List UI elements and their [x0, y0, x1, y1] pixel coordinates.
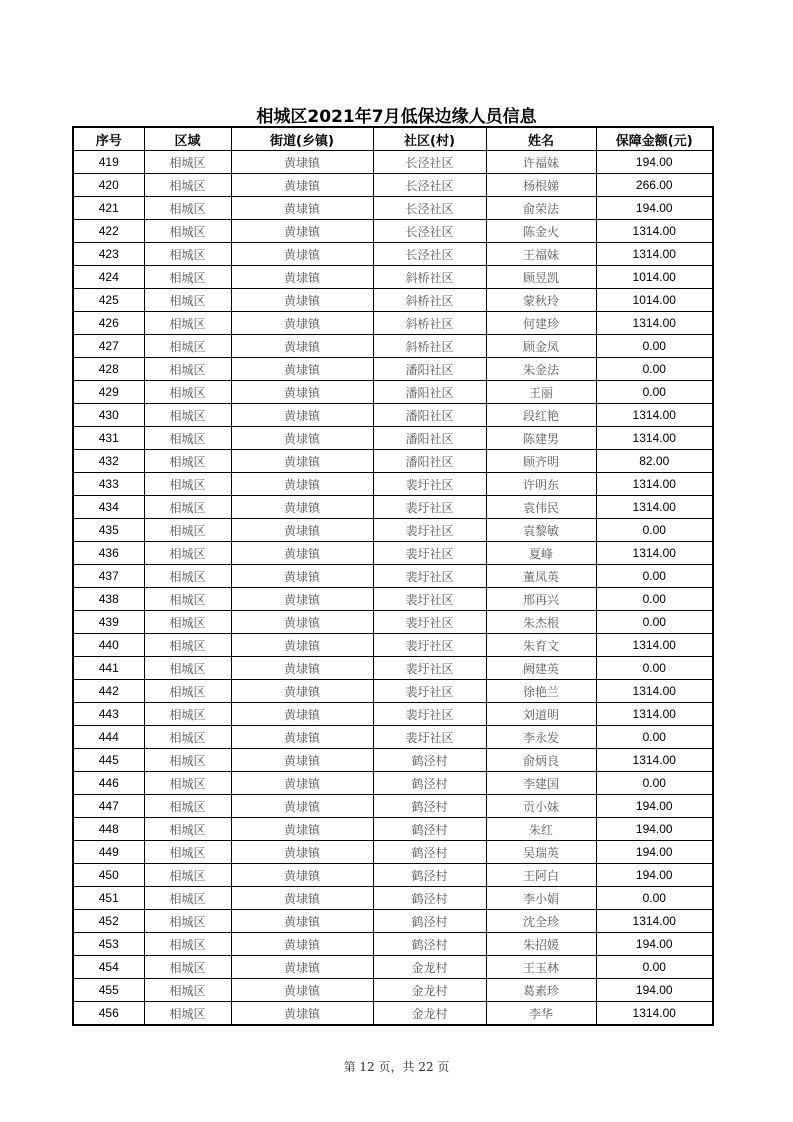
table-row	[73, 473, 713, 496]
cell-street: 黄埭镇	[231, 427, 373, 450]
table-row	[73, 381, 713, 404]
cell-street: 黄埭镇	[231, 772, 373, 795]
cell-street: 黄埭镇	[231, 335, 373, 358]
cell-district: 相城区	[144, 289, 231, 312]
cell-amount: 1314.00	[596, 634, 713, 657]
cell-street: 黄埭镇	[231, 174, 373, 197]
cell-amount: 0.00	[596, 726, 713, 749]
cell-amount: 1314.00	[596, 910, 713, 933]
cell-community: 长泾社区	[373, 151, 486, 174]
cell-street: 黄埭镇	[231, 358, 373, 381]
table-row	[73, 772, 713, 795]
cell-street: 黄埭镇	[231, 220, 373, 243]
cell-index: 446	[73, 772, 144, 795]
cell-street: 黄埭镇	[231, 818, 373, 841]
cell-index: 444	[73, 726, 144, 749]
cell-name: 朱育文	[486, 634, 596, 657]
cell-community: 鹤泾村	[373, 749, 486, 772]
cell-name: 王丽	[486, 381, 596, 404]
cell-community: 斜桥社区	[373, 335, 486, 358]
cell-index: 431	[73, 427, 144, 450]
cell-community: 鹤泾村	[373, 887, 486, 910]
cell-amount: 0.00	[596, 565, 713, 588]
cell-index: 450	[73, 864, 144, 887]
table-row	[73, 565, 713, 588]
cell-district: 相城区	[144, 519, 231, 542]
cell-community: 鹤泾村	[373, 772, 486, 795]
cell-index: 428	[73, 358, 144, 381]
cell-community: 鹤泾村	[373, 864, 486, 887]
cell-community: 裴圩社区	[373, 473, 486, 496]
cell-district: 相城区	[144, 956, 231, 979]
cell-street: 黄埭镇	[231, 381, 373, 404]
cell-district: 相城区	[144, 473, 231, 496]
cell-index: 452	[73, 910, 144, 933]
cell-district: 相城区	[144, 611, 231, 634]
cell-name: 邢再兴	[486, 588, 596, 611]
cell-name: 李小娟	[486, 887, 596, 910]
cell-amount: 1014.00	[596, 266, 713, 289]
cell-district: 相城区	[144, 151, 231, 174]
cell-index: 426	[73, 312, 144, 335]
cell-community: 潘阳社区	[373, 404, 486, 427]
table-row	[73, 749, 713, 772]
cell-amount: 1314.00	[596, 496, 713, 519]
table-row	[73, 519, 713, 542]
cell-index: 456	[73, 1002, 144, 1026]
cell-community: 裴圩社区	[373, 657, 486, 680]
cell-amount: 1314.00	[596, 680, 713, 703]
cell-amount: 1314.00	[596, 427, 713, 450]
cell-community: 鹤泾村	[373, 910, 486, 933]
cell-name: 阙建英	[486, 657, 596, 680]
cell-amount: 266.00	[596, 174, 713, 197]
cell-district: 相城区	[144, 542, 231, 565]
cell-district: 相城区	[144, 818, 231, 841]
cell-name: 袁黎敏	[486, 519, 596, 542]
cell-district: 相城区	[144, 220, 231, 243]
cell-index: 420	[73, 174, 144, 197]
cell-community: 斜桥社区	[373, 312, 486, 335]
cell-street: 黄埭镇	[231, 841, 373, 864]
table-row	[73, 542, 713, 565]
cell-street: 黄埭镇	[231, 450, 373, 473]
cell-amount: 0.00	[596, 887, 713, 910]
cell-amount: 194.00	[596, 841, 713, 864]
cell-amount: 194.00	[596, 197, 713, 220]
cell-amount: 1314.00	[596, 220, 713, 243]
cell-community: 裴圩社区	[373, 680, 486, 703]
cell-district: 相城区	[144, 358, 231, 381]
cell-community: 鹤泾村	[373, 933, 486, 956]
cell-amount: 194.00	[596, 795, 713, 818]
cell-street: 黄埭镇	[231, 243, 373, 266]
cell-community: 裴圩社区	[373, 611, 486, 634]
cell-index: 419	[73, 151, 144, 174]
column-header-name: 姓名	[486, 127, 596, 151]
cell-street: 黄埭镇	[231, 910, 373, 933]
cell-name: 王玉林	[486, 956, 596, 979]
cell-index: 448	[73, 818, 144, 841]
cell-community: 金龙村	[373, 1002, 486, 1026]
cell-index: 427	[73, 335, 144, 358]
cell-amount: 194.00	[596, 818, 713, 841]
cell-street: 黄埭镇	[231, 795, 373, 818]
cell-street: 黄埭镇	[231, 565, 373, 588]
cell-amount: 82.00	[596, 450, 713, 473]
table-header-row	[73, 127, 713, 151]
cell-district: 相城区	[144, 864, 231, 887]
table-row	[73, 657, 713, 680]
cell-district: 相城区	[144, 634, 231, 657]
cell-index: 441	[73, 657, 144, 680]
cell-street: 黄埭镇	[231, 1002, 373, 1026]
cell-community: 裴圩社区	[373, 588, 486, 611]
cell-amount: 0.00	[596, 358, 713, 381]
table-row	[73, 312, 713, 335]
cell-community: 裴圩社区	[373, 703, 486, 726]
cell-community: 潘阳社区	[373, 427, 486, 450]
table-row	[73, 864, 713, 887]
table-row	[73, 910, 713, 933]
cell-district: 相城区	[144, 381, 231, 404]
cell-community: 潘阳社区	[373, 450, 486, 473]
cell-index: 432	[73, 450, 144, 473]
cell-index: 422	[73, 220, 144, 243]
cell-street: 黄埭镇	[231, 887, 373, 910]
table-row	[73, 818, 713, 841]
cell-street: 黄埭镇	[231, 266, 373, 289]
cell-name: 俞炳良	[486, 749, 596, 772]
table-row	[73, 197, 713, 220]
cell-index: 430	[73, 404, 144, 427]
table-row	[73, 588, 713, 611]
table-row	[73, 289, 713, 312]
cell-index: 445	[73, 749, 144, 772]
cell-community: 金龙村	[373, 956, 486, 979]
table-row	[73, 726, 713, 749]
cell-street: 黄埭镇	[231, 473, 373, 496]
cell-index: 438	[73, 588, 144, 611]
cell-community: 潘阳社区	[373, 381, 486, 404]
column-header-community: 社区(村)	[373, 127, 486, 151]
cell-name: 王福妹	[486, 243, 596, 266]
cell-name: 陈金火	[486, 220, 596, 243]
cell-index: 455	[73, 979, 144, 1002]
cell-name: 朱金法	[486, 358, 596, 381]
cell-index: 449	[73, 841, 144, 864]
table-row	[73, 795, 713, 818]
cell-index: 453	[73, 933, 144, 956]
cell-name: 陈建男	[486, 427, 596, 450]
cell-index: 429	[73, 381, 144, 404]
cell-community: 裴圩社区	[373, 542, 486, 565]
cell-district: 相城区	[144, 404, 231, 427]
cell-street: 黄埭镇	[231, 979, 373, 1002]
cell-index: 423	[73, 243, 144, 266]
cell-community: 金龙村	[373, 979, 486, 1002]
cell-district: 相城区	[144, 243, 231, 266]
cell-district: 相城区	[144, 933, 231, 956]
table-row	[73, 611, 713, 634]
table-row	[73, 174, 713, 197]
page-title: 相城区2021年7月低保边缘人员信息	[256, 107, 537, 127]
cell-community: 斜桥社区	[373, 266, 486, 289]
cell-name: 葛素珍	[486, 979, 596, 1002]
cell-index: 436	[73, 542, 144, 565]
cell-district: 相城区	[144, 335, 231, 358]
cell-index: 435	[73, 519, 144, 542]
cell-name: 何建珍	[486, 312, 596, 335]
cell-index: 434	[73, 496, 144, 519]
table-body	[73, 151, 713, 1026]
table-row	[73, 634, 713, 657]
table-row	[73, 887, 713, 910]
cell-district: 相城区	[144, 680, 231, 703]
table-row	[73, 266, 713, 289]
cell-district: 相城区	[144, 910, 231, 933]
cell-community: 长泾社区	[373, 220, 486, 243]
cell-name: 李建国	[486, 772, 596, 795]
table-row	[73, 335, 713, 358]
cell-amount: 1314.00	[596, 703, 713, 726]
cell-index: 439	[73, 611, 144, 634]
cell-community: 裴圩社区	[373, 634, 486, 657]
cell-community: 长泾社区	[373, 243, 486, 266]
cell-amount: 194.00	[596, 864, 713, 887]
cell-street: 黄埭镇	[231, 611, 373, 634]
cell-district: 相城区	[144, 979, 231, 1002]
cell-amount: 194.00	[596, 979, 713, 1002]
table-row	[73, 933, 713, 956]
cell-name: 李永发	[486, 726, 596, 749]
cell-street: 黄埭镇	[231, 197, 373, 220]
cell-district: 相城区	[144, 174, 231, 197]
cell-name: 刘道明	[486, 703, 596, 726]
cell-index: 437	[73, 565, 144, 588]
cell-district: 相城区	[144, 266, 231, 289]
cell-name: 顾齐明	[486, 450, 596, 473]
cell-name: 袁伟民	[486, 496, 596, 519]
cell-district: 相城区	[144, 657, 231, 680]
cell-name: 吴瑞英	[486, 841, 596, 864]
cell-index: 454	[73, 956, 144, 979]
cell-index: 425	[73, 289, 144, 312]
cell-name: 许明东	[486, 473, 596, 496]
cell-index: 442	[73, 680, 144, 703]
cell-street: 黄埭镇	[231, 289, 373, 312]
cell-index: 424	[73, 266, 144, 289]
cell-amount: 0.00	[596, 611, 713, 634]
page-number: 第 12 页，共 22 页	[343, 1060, 450, 1074]
cell-amount: 0.00	[596, 657, 713, 680]
table-row	[73, 680, 713, 703]
cell-street: 黄埭镇	[231, 726, 373, 749]
cell-amount: 1014.00	[596, 289, 713, 312]
cell-amount: 1314.00	[596, 542, 713, 565]
cell-name: 段红艳	[486, 404, 596, 427]
cell-name: 王阿白	[486, 864, 596, 887]
cell-district: 相城区	[144, 841, 231, 864]
cell-amount: 0.00	[596, 956, 713, 979]
table-row	[73, 703, 713, 726]
cell-amount: 1314.00	[596, 243, 713, 266]
data-table	[72, 126, 714, 1026]
cell-community: 长泾社区	[373, 174, 486, 197]
column-header-street: 街道(乡镇)	[231, 127, 373, 151]
column-header-amount: 保障金额(元)	[596, 127, 713, 151]
cell-community: 裴圩社区	[373, 726, 486, 749]
column-header-district: 区域	[144, 127, 231, 151]
cell-district: 相城区	[144, 703, 231, 726]
cell-street: 黄埭镇	[231, 634, 373, 657]
table-row	[73, 358, 713, 381]
cell-amount: 1314.00	[596, 473, 713, 496]
table-row	[73, 243, 713, 266]
table-row	[73, 956, 713, 979]
cell-district: 相城区	[144, 450, 231, 473]
cell-name: 朱红	[486, 818, 596, 841]
cell-district: 相城区	[144, 887, 231, 910]
cell-amount: 0.00	[596, 335, 713, 358]
cell-name: 蒙秋玲	[486, 289, 596, 312]
cell-district: 相城区	[144, 1002, 231, 1026]
cell-name: 朱杰根	[486, 611, 596, 634]
table-row	[73, 427, 713, 450]
cell-amount: 1314.00	[596, 1002, 713, 1026]
cell-index: 440	[73, 634, 144, 657]
table-row	[73, 841, 713, 864]
cell-district: 相城区	[144, 795, 231, 818]
cell-street: 黄埭镇	[231, 749, 373, 772]
cell-name: 李华	[486, 1002, 596, 1026]
cell-district: 相城区	[144, 197, 231, 220]
cell-community: 裴圩社区	[373, 496, 486, 519]
cell-community: 鹤泾村	[373, 841, 486, 864]
cell-name: 贡小妹	[486, 795, 596, 818]
cell-index: 433	[73, 473, 144, 496]
cell-amount: 0.00	[596, 381, 713, 404]
cell-street: 黄埭镇	[231, 956, 373, 979]
cell-community: 潘阳社区	[373, 358, 486, 381]
cell-community: 鹤泾村	[373, 795, 486, 818]
cell-name: 杨根娣	[486, 174, 596, 197]
cell-district: 相城区	[144, 312, 231, 335]
table-row	[73, 404, 713, 427]
cell-index: 443	[73, 703, 144, 726]
cell-district: 相城区	[144, 749, 231, 772]
table-row	[73, 979, 713, 1002]
cell-community: 裴圩社区	[373, 565, 486, 588]
cell-name: 董凤英	[486, 565, 596, 588]
table-row	[73, 151, 713, 174]
cell-index: 421	[73, 197, 144, 220]
column-header-index: 序号	[73, 127, 144, 151]
cell-street: 黄埭镇	[231, 703, 373, 726]
cell-street: 黄埭镇	[231, 657, 373, 680]
cell-index: 451	[73, 887, 144, 910]
cell-name: 顾金凤	[486, 335, 596, 358]
cell-amount: 1314.00	[596, 749, 713, 772]
cell-amount: 194.00	[596, 151, 713, 174]
cell-community: 鹤泾村	[373, 818, 486, 841]
cell-district: 相城区	[144, 588, 231, 611]
cell-street: 黄埭镇	[231, 933, 373, 956]
cell-amount: 0.00	[596, 772, 713, 795]
cell-amount: 0.00	[596, 588, 713, 611]
table-row	[73, 450, 713, 473]
cell-district: 相城区	[144, 565, 231, 588]
cell-street: 黄埭镇	[231, 680, 373, 703]
cell-street: 黄埭镇	[231, 496, 373, 519]
table-row	[73, 496, 713, 519]
cell-street: 黄埭镇	[231, 864, 373, 887]
cell-name: 夏峰	[486, 542, 596, 565]
cell-amount: 1314.00	[596, 404, 713, 427]
cell-district: 相城区	[144, 726, 231, 749]
cell-name: 徐艳兰	[486, 680, 596, 703]
table-row	[73, 1002, 713, 1026]
cell-street: 黄埭镇	[231, 404, 373, 427]
cell-amount: 0.00	[596, 519, 713, 542]
cell-district: 相城区	[144, 496, 231, 519]
cell-amount: 194.00	[596, 933, 713, 956]
cell-index: 447	[73, 795, 144, 818]
cell-name: 沈全珍	[486, 910, 596, 933]
cell-name: 朱招媛	[486, 933, 596, 956]
cell-street: 黄埭镇	[231, 588, 373, 611]
cell-street: 黄埭镇	[231, 312, 373, 335]
cell-community: 裴圩社区	[373, 519, 486, 542]
cell-name: 俞荣法	[486, 197, 596, 220]
table-row	[73, 220, 713, 243]
cell-district: 相城区	[144, 427, 231, 450]
cell-community: 长泾社区	[373, 197, 486, 220]
cell-name: 许福妹	[486, 151, 596, 174]
cell-street: 黄埭镇	[231, 519, 373, 542]
cell-name: 顾昱凯	[486, 266, 596, 289]
cell-amount: 1314.00	[596, 312, 713, 335]
cell-district: 相城区	[144, 772, 231, 795]
cell-community: 斜桥社区	[373, 289, 486, 312]
cell-street: 黄埭镇	[231, 542, 373, 565]
cell-street: 黄埭镇	[231, 151, 373, 174]
